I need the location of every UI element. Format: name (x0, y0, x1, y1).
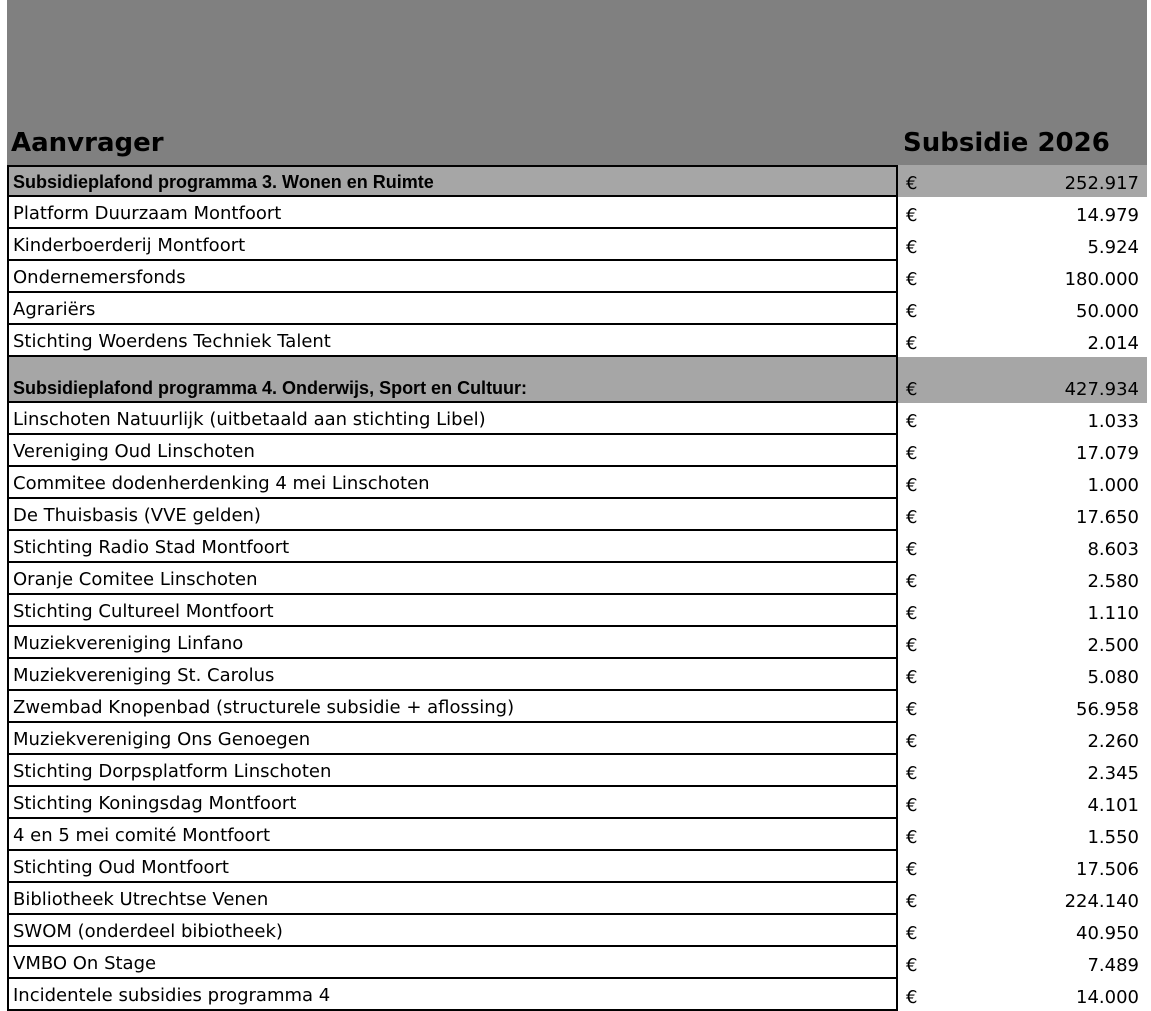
name-cell (7, 531, 898, 563)
subsidy-amount: 224.140 (1064, 891, 1139, 912)
subsidy-amount: 50.000 (1076, 301, 1139, 322)
table-row (7, 755, 1147, 787)
table-row (7, 499, 1147, 531)
name-cell (7, 197, 898, 229)
section-label: Subsidieplafond programma 3. Wonen en Ruimte (13, 172, 434, 192)
currency-symbol: € (906, 443, 918, 464)
applicant-name: De Thuisbasis (VVE gelden) (13, 505, 261, 526)
name-cell (7, 851, 898, 883)
table-row (7, 851, 1147, 883)
table-row (7, 723, 1147, 755)
subsidy-amount: 8.603 (1087, 539, 1139, 560)
applicant-name: Commitee dodenherdenking 4 mei Linschoten (13, 473, 430, 494)
subsidy-amount: 2.580 (1087, 571, 1139, 592)
name-cell (7, 755, 898, 787)
currency-symbol: € (906, 571, 918, 592)
name-cell (7, 979, 898, 1011)
table-row (7, 435, 1147, 467)
subsidy-amount: 14.979 (1076, 205, 1139, 226)
applicant-name: Ondernemersfonds (13, 267, 186, 288)
name-cell (7, 293, 898, 325)
section-row (7, 165, 1147, 197)
applicant-name: Muziekvereniging Ons Genoegen (13, 729, 311, 750)
table-row (7, 197, 1147, 229)
table-row (7, 787, 1147, 819)
currency-symbol: € (906, 699, 918, 720)
currency-symbol: € (906, 333, 918, 354)
name-cell (7, 435, 898, 467)
applicant-name: Stichting Koningsdag Montfoort (13, 793, 297, 814)
currency-symbol: € (906, 635, 918, 656)
table-row (7, 563, 1147, 595)
table-row (7, 531, 1147, 563)
name-cell (7, 499, 898, 531)
applicant-name: SWOM (onderdeel bibiotheek) (13, 921, 283, 942)
applicant-name: Stichting Oud Montfoort (13, 857, 229, 878)
table-row (7, 947, 1147, 979)
subsidy-amount: 4.101 (1087, 795, 1139, 816)
name-cell (7, 659, 898, 691)
currency-symbol: € (906, 269, 918, 290)
applicant-name: 4 en 5 mei comité Montfoort (13, 825, 271, 846)
name-cell (7, 691, 898, 723)
subsidy-amount: 17.506 (1076, 859, 1139, 880)
currency-symbol: € (906, 955, 918, 976)
subsidy-amount: 2.260 (1087, 731, 1139, 752)
table-row (7, 691, 1147, 723)
name-cell (7, 723, 898, 755)
currency-symbol: € (906, 891, 918, 912)
currency-symbol: € (906, 173, 918, 194)
name-cell (7, 403, 898, 435)
table-row (7, 819, 1147, 851)
name-cell (7, 261, 898, 293)
currency-symbol: € (906, 411, 918, 432)
table-row (7, 915, 1147, 947)
section-total: 427.934 (1064, 379, 1139, 400)
applicant-name: Stichting Woerdens Techniek Talent (13, 331, 331, 352)
name-cell (7, 819, 898, 851)
table-row (7, 229, 1147, 261)
subsidy-amount: 1.000 (1087, 475, 1139, 496)
name-cell (7, 165, 898, 197)
subsidy-amount: 2.014 (1087, 333, 1139, 354)
applicant-name: Oranje Comitee Linschoten (13, 569, 258, 590)
name-cell (7, 595, 898, 627)
applicant-name: Linschoten Natuurlijk (uitbetaald aan stichting Libel) (13, 409, 486, 430)
subsidy-amount: 1.550 (1087, 827, 1139, 848)
name-cell (7, 627, 898, 659)
section-label: Subsidieplafond programma 4. Onderwijs, Sport en Cultuur: (13, 378, 528, 398)
currency-symbol: € (906, 507, 918, 528)
currency-symbol: € (906, 205, 918, 226)
applicant-name: Kinderboerderij Montfoort (13, 235, 246, 256)
table-row (7, 659, 1147, 691)
table-row (7, 595, 1147, 627)
name-cell (7, 563, 898, 595)
subsidy-amount: 17.650 (1076, 507, 1139, 528)
table-row (7, 403, 1147, 435)
subsidy-amount: 1.110 (1087, 603, 1139, 624)
subsidy-amount: 17.079 (1076, 443, 1139, 464)
currency-symbol: € (906, 923, 918, 944)
subsidy-amount: 180.000 (1064, 269, 1139, 290)
currency-symbol: € (906, 795, 918, 816)
applicant-name: Muziekvereniging St. Carolus (13, 665, 275, 686)
table-row (7, 467, 1147, 499)
currency-symbol: € (906, 379, 918, 400)
header-aanvrager: Aanvrager (11, 128, 164, 158)
subsidy-amount: 1.033 (1087, 411, 1139, 432)
applicant-name: Zwembad Knopenbad (structurele subsidie + aflossing) (13, 697, 515, 718)
name-cell (7, 325, 898, 357)
table-row (7, 325, 1147, 357)
name-cell (7, 357, 898, 403)
name-cell (7, 787, 898, 819)
subsidy-amount: 5.924 (1087, 237, 1139, 258)
name-cell (7, 915, 898, 947)
applicant-name: Stichting Cultureel Montfoort (13, 601, 274, 622)
applicant-name: Incidentele subsidies programma 4 (13, 985, 331, 1006)
currency-symbol: € (906, 539, 918, 560)
name-cell (7, 229, 898, 261)
applicant-name: Vereniging Oud Linschoten (13, 441, 255, 462)
subsidy-amount: 14.000 (1076, 987, 1139, 1008)
name-cell (7, 883, 898, 915)
applicant-name: Bibliotheek Utrechtse Venen (13, 889, 269, 910)
subsidy-amount: 56.958 (1076, 699, 1139, 720)
applicant-name: Stichting Radio Stad Montfoort (13, 537, 290, 558)
subsidy-amount: 5.080 (1087, 667, 1139, 688)
applicant-name: Agrariërs (13, 299, 96, 320)
name-cell (7, 947, 898, 979)
currency-symbol: € (906, 859, 918, 880)
currency-symbol: € (906, 603, 918, 624)
header-subsidie: Subsidie 2026 (903, 128, 1110, 158)
currency-symbol: € (906, 987, 918, 1008)
table-row (7, 883, 1147, 915)
currency-symbol: € (906, 827, 918, 848)
currency-symbol: € (906, 667, 918, 688)
table-row (7, 293, 1147, 325)
applicant-name: Stichting Dorpsplatform Linschoten (13, 761, 332, 782)
applicant-name: VMBO On Stage (13, 953, 157, 974)
subsidy-amount: 2.345 (1087, 763, 1139, 784)
currency-symbol: € (906, 475, 918, 496)
table-row (7, 261, 1147, 293)
currency-symbol: € (906, 731, 918, 752)
section-total: 252.917 (1064, 173, 1139, 194)
currency-symbol: € (906, 301, 918, 322)
subsidy-amount: 2.500 (1087, 635, 1139, 656)
section-row (7, 357, 1147, 403)
applicant-name: Platform Duurzaam Montfoort (13, 203, 282, 224)
applicant-name: Muziekvereniging Linfano (13, 633, 244, 654)
subsidy-amount: 7.489 (1087, 955, 1139, 976)
name-cell (7, 467, 898, 499)
subsidy-amount: 40.950 (1076, 923, 1139, 944)
currency-symbol: € (906, 763, 918, 784)
table-row (7, 979, 1147, 1011)
table-row (7, 627, 1147, 659)
currency-symbol: € (906, 237, 918, 258)
